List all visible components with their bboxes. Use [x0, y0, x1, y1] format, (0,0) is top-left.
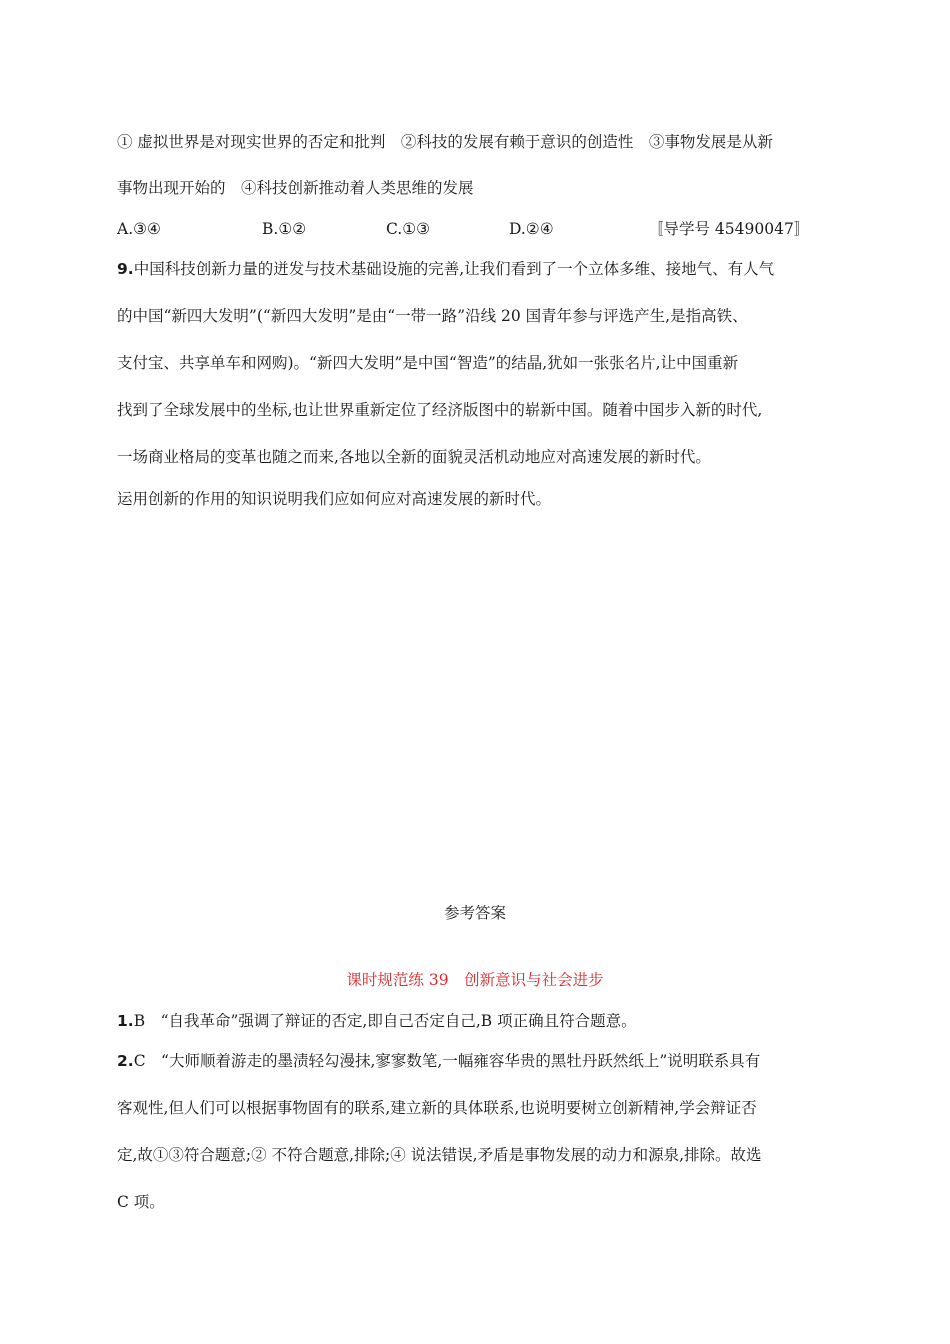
q9-line-2: 的中国“新四大发明”(“新四大发明”是由“一带一路”沿线 20 国青年参与评选产生,是指高铁、 [117, 307, 748, 325]
answer-2-line-1-text: C “大师顺着游走的墨渍轻勾漫抹,寥寥数笔,一幅雍容华贵的黑牡丹跃然纸上”说明联系具有 [133, 1052, 761, 1070]
q9-line-1-text: 中国科技创新力量的迸发与技术基础设施的完善,让我们看到了一个立体多维、接地气、有人气 [133, 260, 775, 278]
q9-number: 9. [117, 260, 134, 278]
answer-2-line-4: C 项。 [117, 1193, 165, 1211]
q8-option-c: C.①③ [386, 220, 431, 238]
answer-1 [117, 1011, 837, 1031]
answer-2-line-2: 客观性,但人们可以根据事物固有的联系,建立新的具体联系,也说明要树立创新精神,学会辩证否 [117, 1099, 757, 1117]
answers-heading: 参考答案 [443, 904, 506, 922]
answer-1-number: 1. [117, 1012, 134, 1030]
answer-1-text: B “自我革命”强调了辩证的否定,即自己否定自己,B 项正确且符合题意。 [133, 1012, 637, 1030]
q9-line-5: 一场商业格局的变革也随之而来,各地以全新的面貌灵活机动地应对高速发展的新时代。 [117, 448, 711, 466]
q8-option-b: B.①② [262, 220, 307, 238]
answers-section-title: 课时规范练 39 创新意识与社会进步 [346, 971, 604, 989]
q8-option-a: A.③④ [117, 220, 161, 238]
q8-statements-line-1: ① 虚拟世界是对现实世界的否定和批判 ②科技的发展有赖于意识的创造性 ③事物发展是从新 [117, 133, 773, 151]
q8-statements-line-2: 事物出现开始的 ④科技创新推动着人类思维的发展 [117, 179, 474, 197]
answer-2-number: 2. [117, 1052, 134, 1070]
answer-2-line-1 [117, 1051, 837, 1071]
q8-option-d: D.②④ [509, 220, 554, 238]
q9-line-3: 支付宝、共享单车和网购)。“新四大发明”是中国“智造”的结晶,犹如一张张名片,让中国重新 [117, 354, 739, 372]
q9-line-4: 找到了全球发展中的坐标,也让世界重新定位了经济版图中的崭新中国。随着中国步入新的时代, [117, 401, 763, 419]
q9-line-1 [117, 259, 837, 279]
q9-question: 运用创新的作用的知识说明我们应如何应对高速发展的新时代。 [117, 490, 552, 508]
q8-guide-number: 〚导学号 45490047〛 [648, 220, 810, 238]
answer-2-line-3: 定,故①③符合题意;② 不符合题意,排除;④ 说法错误,矛盾是事物发展的动力和源泉,排除。故选 [117, 1146, 762, 1164]
